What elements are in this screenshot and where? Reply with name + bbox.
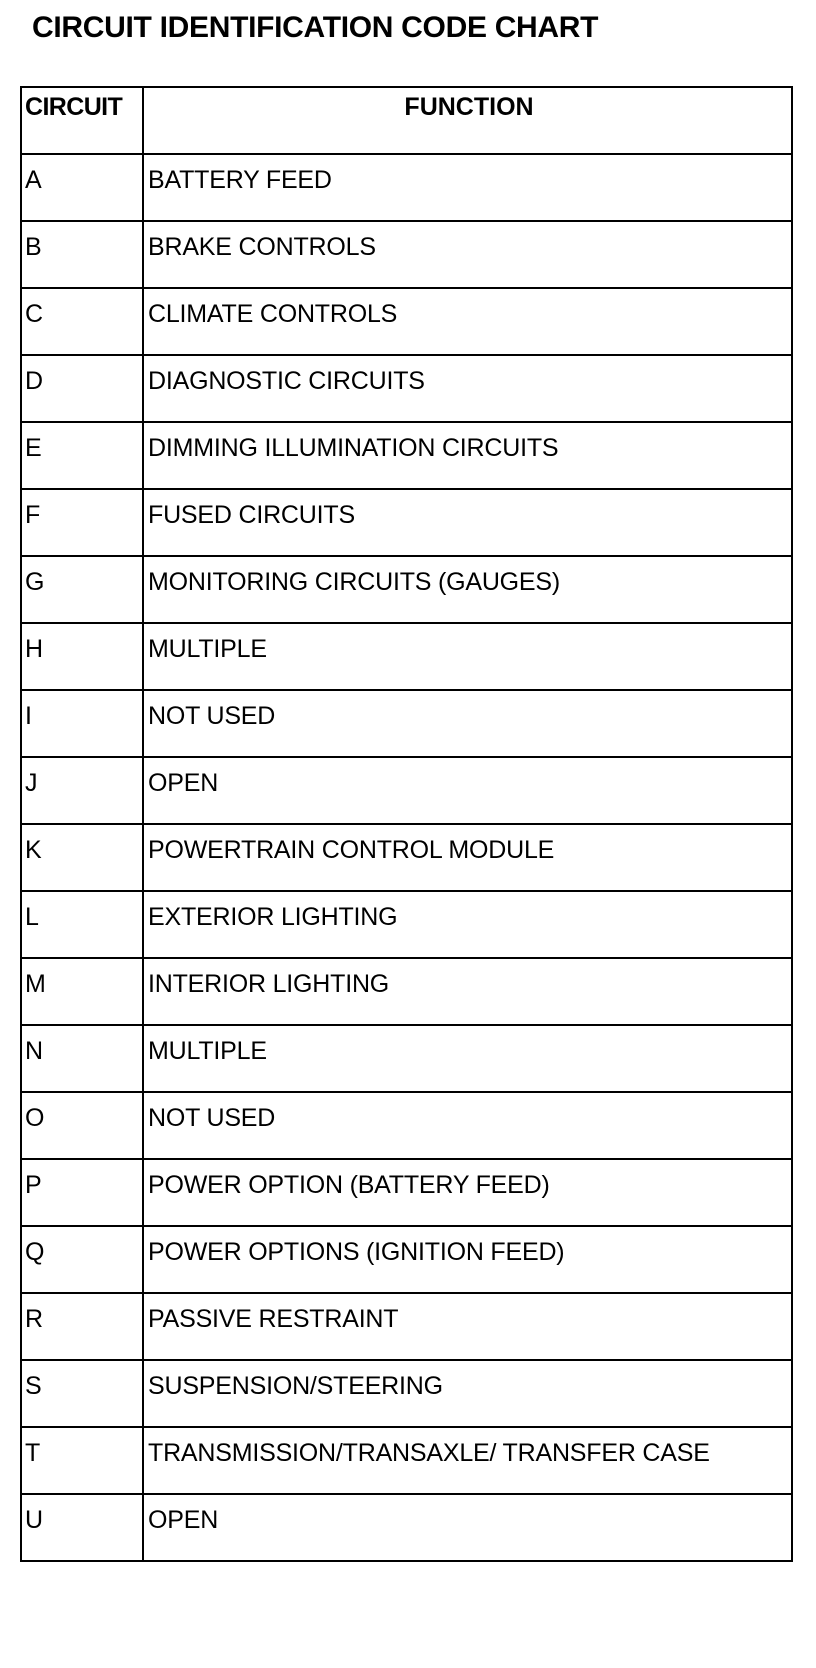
table-row — [21, 1360, 792, 1427]
table-row — [21, 422, 792, 489]
function-column-header: FUNCTION — [143, 87, 792, 154]
circuit-function-cell: NOT USED — [143, 690, 792, 757]
table-row — [21, 958, 792, 1025]
circuit-function-cell: FUSED CIRCUITS — [143, 489, 792, 556]
circuit-function-cell: SUSPENSION/STEERING — [143, 1360, 792, 1427]
circuit-code-cell: R — [21, 1293, 143, 1360]
circuit-code-cell: P — [21, 1159, 143, 1226]
circuit-code-cell: H — [21, 623, 143, 690]
circuit-code-cell: D — [21, 355, 143, 422]
table-row — [21, 1159, 792, 1226]
circuit-function-cell: OPEN — [143, 757, 792, 824]
table-row — [21, 623, 792, 690]
circuit-function-cell: BRAKE CONTROLS — [143, 221, 792, 288]
table-row — [21, 288, 792, 355]
circuit-code-cell: L — [21, 891, 143, 958]
circuit-code-cell: N — [21, 1025, 143, 1092]
circuit-code-cell: C — [21, 288, 143, 355]
circuit-function-cell: TRANSMISSION/TRANSAXLE/ TRANSFER CASE — [143, 1427, 792, 1494]
table-row — [21, 556, 792, 623]
table-row — [21, 824, 792, 891]
header-row — [21, 87, 792, 154]
table-header — [21, 87, 792, 154]
circuit-column-header: CIRCUIT — [21, 87, 143, 154]
circuit-function-cell: MULTIPLE — [143, 1025, 792, 1092]
circuit-code-cell: U — [21, 1494, 143, 1561]
circuit-code-cell: J — [21, 757, 143, 824]
circuit-code-cell: I — [21, 690, 143, 757]
circuit-code-cell: F — [21, 489, 143, 556]
circuit-function-cell: INTERIOR LIGHTING — [143, 958, 792, 1025]
circuit-code-table — [20, 86, 793, 1562]
circuit-function-cell: DIAGNOSTIC CIRCUITS — [143, 355, 792, 422]
table-row — [21, 1427, 792, 1494]
circuit-function-cell: POWERTRAIN CONTROL MODULE — [143, 824, 792, 891]
table-row — [21, 1293, 792, 1360]
circuit-function-cell: BATTERY FEED — [143, 154, 792, 221]
circuit-code-cell: E — [21, 422, 143, 489]
circuit-function-cell: MONITORING CIRCUITS (GAUGES) — [143, 556, 792, 623]
circuit-function-cell: PASSIVE RESTRAINT — [143, 1293, 792, 1360]
table-row — [21, 221, 792, 288]
circuit-code-cell: S — [21, 1360, 143, 1427]
circuit-code-cell: G — [21, 556, 143, 623]
table-row — [21, 355, 792, 422]
table-row — [21, 1226, 792, 1293]
circuit-function-cell: POWER OPTIONS (IGNITION FEED) — [143, 1226, 792, 1293]
circuit-function-cell: EXTERIOR LIGHTING — [143, 891, 792, 958]
circuit-code-cell: K — [21, 824, 143, 891]
circuit-function-cell: CLIMATE CONTROLS — [143, 288, 792, 355]
table-row — [21, 154, 792, 221]
circuit-function-cell: DIMMING ILLUMINATION CIRCUITS — [143, 422, 792, 489]
table-row — [21, 891, 792, 958]
chart-title: CIRCUIT IDENTIFICATION CODE CHART — [32, 11, 599, 44]
circuit-function-cell: POWER OPTION (BATTERY FEED) — [143, 1159, 792, 1226]
circuit-code-cell: O — [21, 1092, 143, 1159]
table-row — [21, 1092, 792, 1159]
circuit-code-cell: Q — [21, 1226, 143, 1293]
circuit-code-cell: A — [21, 154, 143, 221]
table-row — [21, 757, 792, 824]
table-row — [21, 1494, 792, 1561]
table-row — [21, 489, 792, 556]
circuit-code-cell: M — [21, 958, 143, 1025]
circuit-function-cell: MULTIPLE — [143, 623, 792, 690]
table-body — [21, 154, 792, 1561]
circuit-function-cell: NOT USED — [143, 1092, 792, 1159]
circuit-function-cell: OPEN — [143, 1494, 792, 1561]
circuit-code-cell: T — [21, 1427, 143, 1494]
table-row — [21, 690, 792, 757]
circuit-code-cell: B — [21, 221, 143, 288]
table-row — [21, 1025, 792, 1092]
